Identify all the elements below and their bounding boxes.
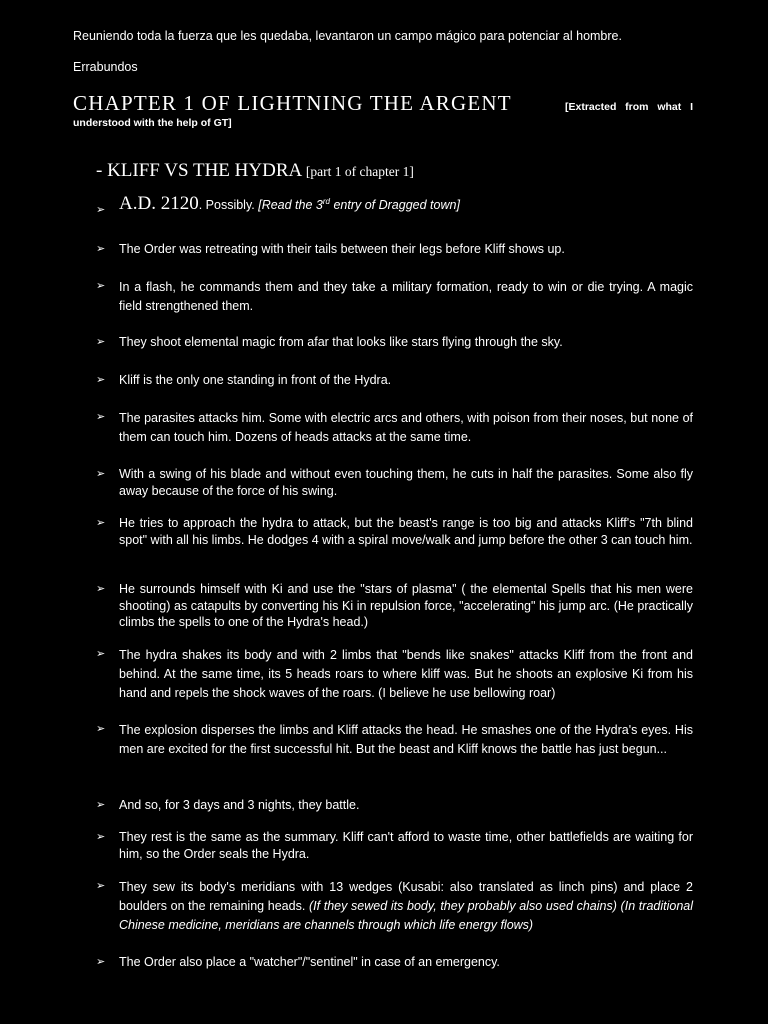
arrow-bullet-icon: ➢ bbox=[96, 879, 106, 892]
intro-line: Reuniendo toda la fuerza que les quedaba, levantaron un campo mágico para potenciar al hombre. bbox=[73, 29, 622, 43]
arrow-bullet-icon: ➢ bbox=[96, 722, 106, 735]
arrow-bullet-icon: ➢ bbox=[96, 279, 106, 292]
ad-line bbox=[119, 193, 693, 214]
chapter-note bbox=[73, 99, 693, 131]
list-item-text: The Order also place a "watcher"/"sentinel" in case of an emergency. bbox=[119, 955, 500, 969]
arrow-bullet-icon: ➢ bbox=[96, 203, 106, 216]
arrow-bullet-icon: ➢ bbox=[96, 830, 106, 843]
arrow-bullet-icon: ➢ bbox=[96, 582, 106, 595]
ad-ref-sup: rd bbox=[322, 196, 330, 206]
list-item-text: The Order was retreating with their tails between their legs before Kliff shows up. bbox=[119, 242, 565, 256]
arrow-bullet-icon: ➢ bbox=[96, 467, 106, 480]
arrow-bullet-icon: ➢ bbox=[96, 410, 106, 423]
list-item-text: He tries to approach the hydra to attack, but the beast's range is too big and attacks Kliff's "7th blind spot" with all his limbs. He dodges 4 with a spiral move/walk and jump before the other 3 can touch him. bbox=[119, 516, 693, 547]
list-item-text: And so, for 3 days and 3 nights, they battle. bbox=[119, 798, 360, 812]
section-note: [part 1 of chapter 1] bbox=[305, 164, 414, 179]
section-heading bbox=[96, 160, 414, 183]
author-name: Errabundos bbox=[73, 60, 138, 74]
list-item-text: The hydra shakes its body and with 2 limbs that "bends like snakes" attacks Kliff from the front and behind. At the same time, its 5 heads roars to where kliff was. But he shoots an explosive Ki from his hand and repels the shock waves of the roars. (I believe he use bellowing roar) bbox=[119, 648, 693, 700]
arrow-bullet-icon: ➢ bbox=[96, 373, 106, 386]
arrow-bullet-icon: ➢ bbox=[96, 516, 106, 529]
list-item-text: Kliff is the only one standing in front of the Hydra. bbox=[119, 373, 392, 387]
list-item-text: The explosion disperses the limbs and Kliff attacks the head. He smashes one of the Hydra's eyes. His men are excited for the first successful hit. But the beast and Kliff knows the battle has just begun... bbox=[119, 723, 693, 756]
arrow-bullet-icon: ➢ bbox=[96, 335, 106, 348]
list-item-text: With a swing of his blade and without even touching them, he cuts in half the parasites. Some also fly away because of the force of his swing. bbox=[119, 467, 693, 498]
list-item-text: In a flash, he commands them and they take a military formation, ready to win or die trying. A magic field strengthened them. bbox=[119, 280, 693, 313]
chapter-note-text: [Extracted from what I understood with the help of GT] bbox=[73, 101, 693, 129]
arrow-bullet-icon: ➢ bbox=[96, 955, 106, 968]
sew-plain: They sew its body's meridians with 13 wedges (Kusabi: also translated as linch pins) and place 2 boulders on the remaining heads. bbox=[119, 880, 693, 913]
section-title: - KLIFF VS THE HYDRA bbox=[96, 160, 302, 181]
arrow-bullet-icon: ➢ bbox=[96, 798, 106, 811]
list-item-text bbox=[119, 878, 693, 935]
ad-ref-suffix: entry of Dragged town] bbox=[329, 198, 460, 212]
ad-date: A.D. 2120 bbox=[119, 193, 199, 214]
arrow-bullet-icon: ➢ bbox=[96, 242, 106, 255]
list-item-text: He surrounds himself with Ki and use the "stars of plasma" ( the elemental Spells that his men were shooting) as catapults by converting his Ki in repulsion force, "accelerating" his jump arc. (He practically climbs the spells to one of the Hydra's head.) bbox=[119, 582, 693, 629]
ad-reference bbox=[258, 198, 460, 212]
list-item-text: They rest is the same as the summary. Kliff can't afford to waste time, other battlefields are waiting for him, so the Order seals the Hydra. bbox=[119, 830, 693, 861]
arrow-bullet-icon: ➢ bbox=[96, 647, 106, 660]
ad-possibly: . Possibly. bbox=[198, 198, 259, 212]
chapter-title: CHAPTER 1 OF LIGHTNING THE ARGENT bbox=[73, 91, 512, 115]
list-item-text: The parasites attacks him. Some with electric arcs and others, with poison from their noses, but none of them can touch him. Dozens of heads attacks at the same time. bbox=[119, 411, 693, 444]
sew-italic: (If they sewed its body, they probably also used chains) (In traditional Chinese medicine, meridians are channels through which life energy flows) bbox=[119, 899, 694, 932]
list-item-text: They shoot elemental magic from afar that looks like stars flying through the sky. bbox=[119, 335, 563, 349]
ad-ref-prefix: [Read the 3 bbox=[258, 198, 323, 212]
